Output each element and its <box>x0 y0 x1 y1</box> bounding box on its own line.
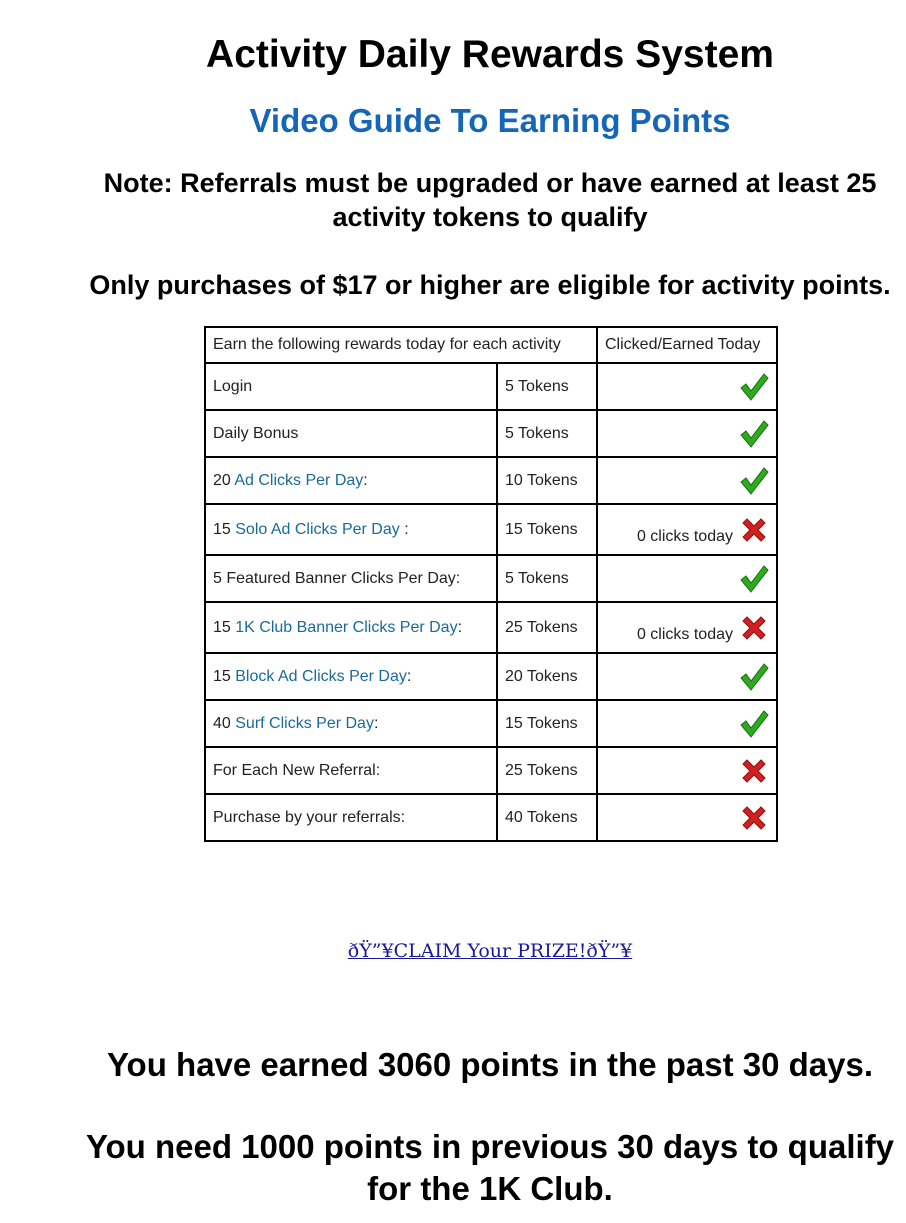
claim-prize-link[interactable]: ðŸ”¥CLAIM Your PRIZE!ðŸ”¥ <box>347 940 633 962</box>
table-row <box>205 747 777 794</box>
reward-cell: 25 Tokens <box>497 602 597 653</box>
activity-cell <box>205 410 497 457</box>
table-row <box>205 457 777 504</box>
activity-link[interactable]: Ad Clicks Per Day <box>234 471 364 489</box>
cross-icon <box>739 756 769 786</box>
reward-cell: 15 Tokens <box>497 700 597 747</box>
reward-cell: 5 Tokens <box>497 555 597 602</box>
checkmark-icon <box>739 372 769 402</box>
activity-cell <box>205 794 497 841</box>
table-row <box>205 555 777 602</box>
activity-cell <box>205 747 497 794</box>
activity-label: Login <box>213 377 253 395</box>
status-cell <box>597 410 777 457</box>
reward-cell: 10 Tokens <box>497 457 597 504</box>
status-cell <box>597 747 777 794</box>
activity-label: For Each New Referral: <box>213 761 381 779</box>
activity-label: 5 Featured Banner Clicks Per Day: <box>213 569 461 587</box>
cross-icon <box>739 515 769 545</box>
reward-cell: 15 Tokens <box>497 504 597 555</box>
activity-cell <box>205 363 497 410</box>
activity-cell <box>205 653 497 700</box>
status-content <box>605 556 769 601</box>
status-content <box>605 505 769 554</box>
reward-cell: 5 Tokens <box>497 410 597 457</box>
clicks-today-text: 0 clicks today <box>636 625 733 643</box>
points-earned-text: You have earned 3060 points in the past 30 days. <box>107 1046 873 1083</box>
status-content <box>605 795 769 840</box>
checkmark-icon <box>739 662 769 692</box>
table-row <box>205 700 777 747</box>
clicks-today-text: 0 clicks today <box>636 527 733 545</box>
activity-cell <box>205 555 497 602</box>
activity-link[interactable]: Surf Clicks Per Day <box>235 714 374 732</box>
cross-icon <box>739 803 769 833</box>
reward-cell: 5 Tokens <box>497 363 597 410</box>
checkmark-icon <box>739 419 769 449</box>
header-activity: Earn the following rewards today for each activity <box>205 327 597 363</box>
table-row <box>205 363 777 410</box>
table-row <box>205 653 777 700</box>
cross-icon <box>739 613 769 643</box>
rewards-table <box>204 326 778 842</box>
referral-note: Note: Referrals must be upgraded or have earned at least 25 activity tokens to qualify <box>103 168 877 232</box>
activity-suffix: : <box>373 714 379 732</box>
activity-label: 20 <box>213 471 235 489</box>
activity-cell <box>205 700 497 747</box>
rewards-table-body <box>205 363 777 841</box>
checkmark-icon <box>739 564 769 594</box>
reward-cell: 20 Tokens <box>497 653 597 700</box>
table-row <box>205 410 777 457</box>
activity-label: 15 <box>213 667 236 685</box>
activity-label: 15 <box>213 520 236 538</box>
table-row <box>205 602 777 653</box>
activity-cell <box>205 602 497 653</box>
activity-label: 40 <box>213 714 236 732</box>
activity-label: 15 <box>213 618 236 636</box>
status-cell <box>597 653 777 700</box>
status-cell <box>597 555 777 602</box>
status-cell <box>597 700 777 747</box>
status-cell <box>597 794 777 841</box>
status-content <box>605 411 769 456</box>
club-requirement-text: You need 1000 points in previous 30 days to qualify for the 1K Club. <box>85 1128 895 1207</box>
status-content <box>605 603 769 652</box>
activity-link[interactable]: Block Ad Clicks Per Day <box>235 667 407 685</box>
activity-suffix: : <box>457 618 463 636</box>
table-row <box>205 504 777 555</box>
status-cell <box>597 363 777 410</box>
page-title: Activity Daily Rewards System <box>206 33 774 76</box>
activity-link[interactable]: 1K Club Banner Clicks Per Day <box>235 618 458 636</box>
status-content <box>605 701 769 746</box>
checkmark-icon <box>739 709 769 739</box>
activity-cell <box>205 504 497 555</box>
reward-cell: 40 Tokens <box>497 794 597 841</box>
activity-link[interactable]: Solo Ad Clicks Per Day <box>235 520 400 538</box>
header-status: Clicked/Earned Today <box>597 327 777 363</box>
status-cell <box>597 504 777 555</box>
activity-label: Purchase by your referrals: <box>213 808 406 826</box>
status-content <box>605 748 769 793</box>
table-row <box>205 794 777 841</box>
activity-suffix: : <box>363 471 368 489</box>
activity-cell <box>205 457 497 504</box>
status-content <box>605 654 769 699</box>
video-guide-link[interactable]: Video Guide To Earning Points <box>249 102 731 139</box>
activity-label: Daily Bonus <box>213 424 299 442</box>
status-content <box>605 364 769 409</box>
checkmark-icon <box>739 466 769 496</box>
rewards-table-header <box>205 327 777 363</box>
purchase-note: Only purchases of $17 or higher are eligible for activity points. <box>89 270 891 300</box>
activity-suffix: : <box>406 667 412 685</box>
status-cell <box>597 457 777 504</box>
reward-cell: 25 Tokens <box>497 747 597 794</box>
status-cell <box>597 602 777 653</box>
status-content <box>605 458 769 503</box>
activity-suffix: : <box>399 520 409 538</box>
